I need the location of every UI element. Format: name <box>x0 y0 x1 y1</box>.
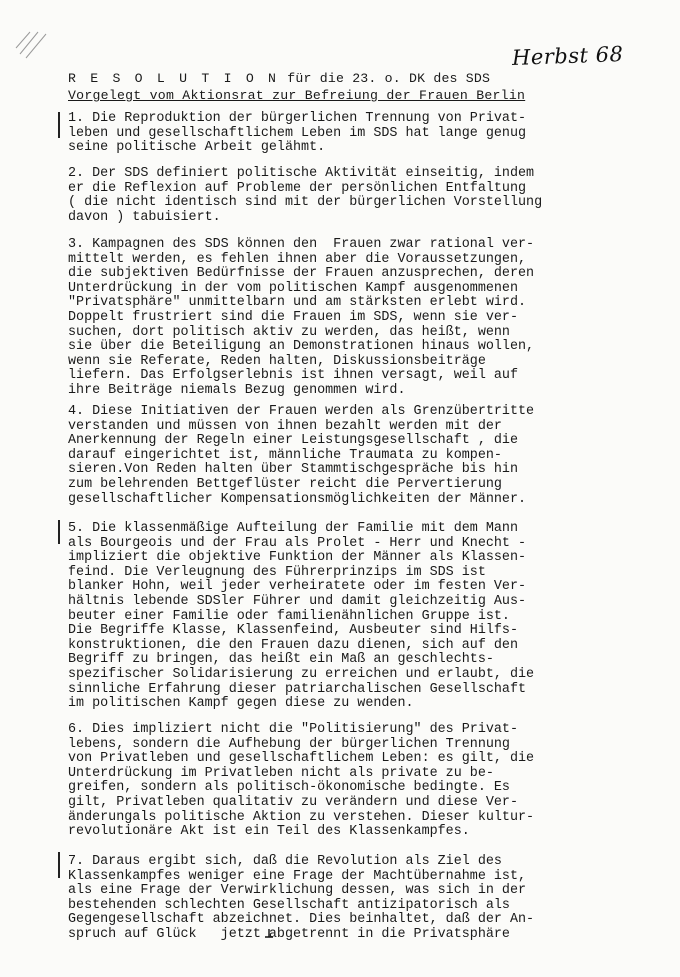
paragraph-6: 6. Dies impliziert nicht die "Politisierung" des Privat- lebens, sondern die Aufhebung der bürgerlichen Trennung von Privatleben und gesellschaftlichem Leben: es gilt, die Unterdrückung im Privatleben nicht als private zu be- greifen, sondern als politisch-ökonomische bedingte. Es gilt, Privatleben qualitativ zu verändern und diese Ver- änderungals politische Aktion zu verstehen. Dieser kultur- revolutionäre Akt ist ein Teil des Klassenkampfes. <box>68 722 535 840</box>
paragraph-3: 3. Kampagnen des SDS können den Frauen zwar rational ver- mittelt werden, es fehlen ihnen aber die Voraussetzungen, die subjektiven Bedürfnisse der Frauen anzusprechen, deren Unterdrückung in der vom politischen Kampf ausgenommenen "Privatsphäre" unmittelbarn und am stärksten erlebt wird. Doppelt frustriert sind die Frauen im SDS, wenn sie ver- suchen, dort politisch aktiv zu werden, das heißt, wenn sie über die Beteiligung an Demonstrationen hinaus wollen, wenn sie Referate, Reden halten, Diskussionsbeiträge liefern. Das Erfolgserlebnis ist ihnen versagt, weil auf ihre Beiträge niemals Bezug genommen wird. <box>68 237 535 398</box>
footnote-mark <box>264 928 274 940</box>
pencil-hatch-mark <box>14 26 54 60</box>
paragraph-5: 5. Die klassenmäßige Aufteilung der Familie mit dem Mann als Bourgeois und der Frau als Prolet - Herr und Knecht - impliziert die objektive Funktion der Männer als Klassen- feind. Die Verleugnung des Führerprinzips im SDS ist blanker Hohn, weil jeder verheiratete oder im festen Ver- hältnis lebende SDSler Führer und damit gleichzeitig Aus- beuter einer Familie oder familienähnlichen Gruppe ist. Die Begriffe Klasse, Klassenfeind, Ausbeuter sind Hilfs- konstruktionen, die den Frauen dazu dienen, sich auf den Begriff zu bringen, das heißt ein Maß an geschlechts- spezifischer Solidarisierung zu erreichen und erlaubt, die sinnliche Erfahrung dieser patriarchalischen Gesellschaft im politischen Kampf gegen diese zu wenden. <box>68 521 535 712</box>
resolution-title-rest: für die 23. o. DK des SDS <box>279 71 491 86</box>
paragraph-2: 2. Der SDS definiert politische Aktivität einseitig, indem er die Reflexion auf Probleme der persönlichen Entfaltung ( die nicht identisch sind mit der bürgerlichen Vorstellung davon ) tabuisiert. <box>68 166 543 225</box>
resolution-title: R E S O L U T I O N <box>68 71 280 86</box>
margin-bar-5 <box>58 520 60 544</box>
handwritten-note: Herbst 68 <box>511 42 624 70</box>
paragraph-7: 7. Daraus ergibt sich, daß die Revolution als Ziel des Klassenkampfes weniger eine Frage der Machtübernahme ist, als eine Frage der Verwirklichung dessen, was sich in der bestehenden schlechten Gesellschaft antizipatorisch als Gegengesellschaft abzeichnet. Dies beinhaltet, daß der An- spruch auf Glück jetzt abgetrennt in die Privatsphäre <box>68 854 535 942</box>
margin-bar-7 <box>58 852 60 878</box>
paragraph-1: 1. Die Reproduktion der bürgerlichen Trennung von Privat- leben und gesellschaftlichem Leben im SDS hat lange genug seine politische Arbeit gelähmt. <box>68 111 527 156</box>
paragraph-4: 4. Diese Initiativen der Frauen werden als Grenzübertritte verstanden und müssen von ihnen bezahlt werden mit der Anerkennung der Regeln einer Leistungsgesellschaft , die darauf eingerichtet ist, männliche Traumata zu kompen- sieren.Von Reden halten über Stammtischgespräche bis hin zum belehrenden Bettgeflüster reicht die Pervertierung gesellschaftlicher Kompensationsmöglichkeiten der Männer. <box>68 404 535 507</box>
header-title-line <box>68 70 588 87</box>
resolution-subtitle: Vorgelegt vom Aktionsrat zur Befreiung der Frauen Berlin <box>68 88 526 103</box>
margin-bar-1 <box>58 112 60 138</box>
document-header <box>68 70 588 104</box>
